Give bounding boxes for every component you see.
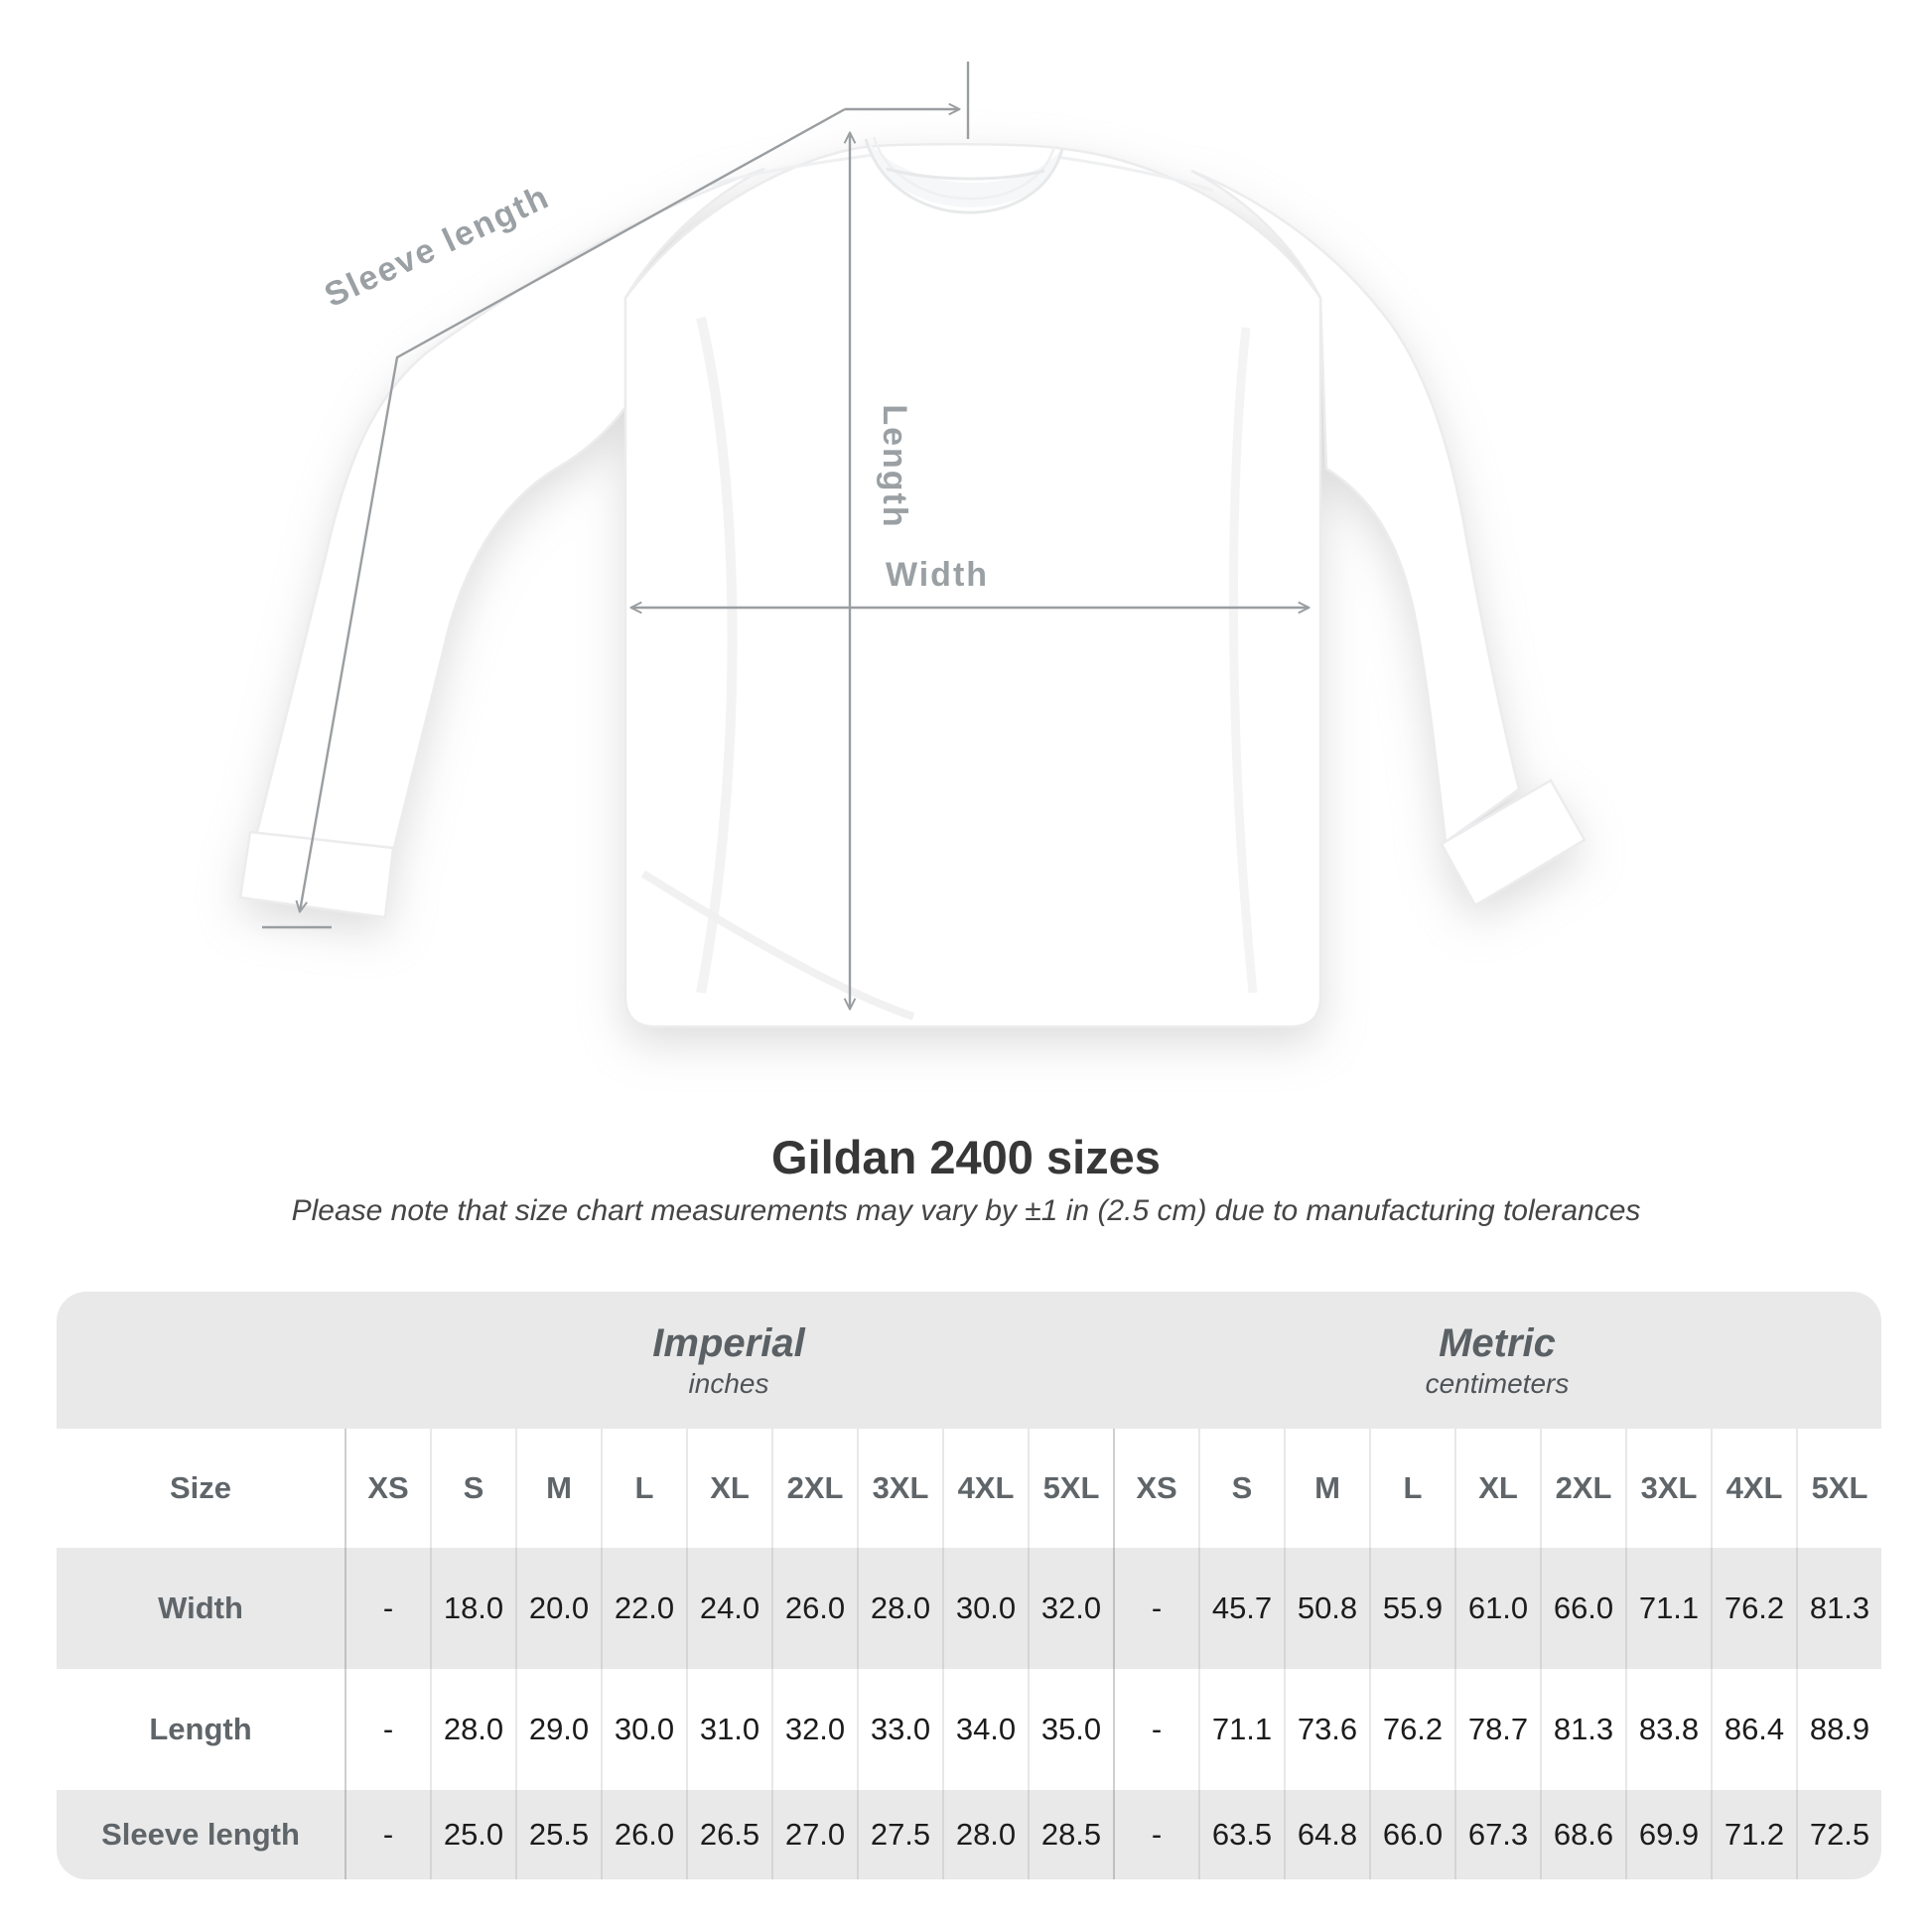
value-cell-imperial: 34.0 [942, 1669, 1028, 1790]
value-cell-metric: 63.5 [1198, 1790, 1284, 1879]
value-cell-metric: - [1113, 1548, 1198, 1669]
imperial-unit: inches [688, 1368, 769, 1399]
value-cell-imperial: 27.0 [771, 1790, 857, 1879]
imperial-title: Imperial [652, 1321, 805, 1365]
value-cell-imperial: 20.0 [515, 1548, 601, 1669]
band-spacer [57, 1292, 345, 1429]
metric-unit: centimeters [1425, 1368, 1570, 1399]
page-title: Gildan 2400 sizes [771, 1131, 1161, 1183]
value-cell-metric: 66.0 [1540, 1548, 1625, 1669]
value-cell-imperial: 32.0 [771, 1669, 857, 1790]
value-cell-imperial: 22.0 [601, 1548, 686, 1669]
value-cell-imperial: 18.0 [430, 1548, 515, 1669]
size-col-header-imperial: XL [686, 1429, 771, 1548]
value-cell-metric: 81.3 [1796, 1548, 1881, 1669]
value-cell-metric: 81.3 [1540, 1669, 1625, 1790]
size-chart-table [57, 1292, 1881, 1879]
value-cell-imperial: 26.0 [601, 1790, 686, 1879]
value-cell-imperial: 28.0 [857, 1548, 942, 1669]
metric-title: Metric [1439, 1321, 1556, 1365]
value-cell-metric: 72.5 [1796, 1790, 1881, 1879]
value-cell-imperial: 32.0 [1028, 1548, 1113, 1669]
value-cell-imperial: 31.0 [686, 1669, 771, 1790]
value-cell-imperial: - [345, 1548, 430, 1669]
value-cell-metric: 83.8 [1625, 1669, 1711, 1790]
size-col-header-metric: L [1369, 1429, 1454, 1548]
value-cell-imperial: 28.0 [942, 1790, 1028, 1879]
value-cell-imperial: 30.0 [942, 1548, 1028, 1669]
size-col-header-metric: XS [1113, 1429, 1198, 1548]
size-col-header-metric: 2XL [1540, 1429, 1625, 1548]
size-col-header-imperial: 5XL [1028, 1429, 1113, 1548]
value-cell-metric: 67.3 [1454, 1790, 1540, 1879]
row-label: Length [149, 1712, 252, 1746]
size-col-header-imperial: S [430, 1429, 515, 1548]
value-cell-metric: 88.9 [1796, 1669, 1881, 1790]
value-cell-imperial: 30.0 [601, 1669, 686, 1790]
size-col-header-metric: 4XL [1711, 1429, 1796, 1548]
metric-header [1113, 1292, 1881, 1429]
value-cell-imperial: - [345, 1790, 430, 1879]
value-cell-imperial: 26.5 [686, 1790, 771, 1879]
value-cell-metric: 50.8 [1284, 1548, 1369, 1669]
size-col-header-imperial: L [601, 1429, 686, 1548]
value-cell-metric: 64.8 [1284, 1790, 1369, 1879]
value-cell-imperial: 28.5 [1028, 1790, 1113, 1879]
size-col-header-metric: XL [1454, 1429, 1540, 1548]
value-cell-metric: 71.1 [1198, 1669, 1284, 1790]
size-col-header-metric: M [1284, 1429, 1369, 1548]
value-cell-metric: 76.2 [1711, 1548, 1796, 1669]
value-cell-metric: - [1113, 1669, 1198, 1790]
value-cell-imperial: 29.0 [515, 1669, 601, 1790]
size-col-header-imperial: M [515, 1429, 601, 1548]
value-cell-metric: 68.6 [1540, 1790, 1625, 1879]
value-cell-imperial: 27.5 [857, 1790, 942, 1879]
tolerance-note: Please note that size chart measurements may vary by ±1 in (2.5 cm) due to manufacturing tolerances [291, 1194, 1641, 1227]
value-cell-imperial: 25.5 [515, 1790, 601, 1879]
value-cell-metric: 61.0 [1454, 1548, 1540, 1669]
size-row-header: Size [169, 1470, 232, 1505]
value-cell-imperial: 25.0 [430, 1790, 515, 1879]
value-cell-imperial: 35.0 [1028, 1669, 1113, 1790]
value-cell-metric: 71.1 [1625, 1548, 1711, 1669]
size-col-header-imperial: XS [345, 1429, 430, 1548]
imperial-header [345, 1292, 1113, 1429]
value-cell-metric: 45.7 [1198, 1548, 1284, 1669]
value-cell-imperial: - [345, 1669, 430, 1790]
row-label: Width [57, 1548, 345, 1669]
value-cell-metric: 71.2 [1711, 1790, 1796, 1879]
value-cell-metric: 69.9 [1625, 1790, 1711, 1879]
size-col-header-imperial: 3XL [857, 1429, 942, 1548]
value-cell-metric: 78.7 [1454, 1669, 1540, 1790]
shirt-left-cuff [240, 832, 393, 917]
value-cell-imperial: 26.0 [771, 1548, 857, 1669]
value-cell-imperial: 33.0 [857, 1669, 942, 1790]
value-cell-imperial: 28.0 [430, 1669, 515, 1790]
length-label: Length [876, 404, 913, 529]
value-cell-metric: 73.6 [1284, 1669, 1369, 1790]
row-label: Sleeve length [57, 1790, 345, 1879]
value-cell-metric: 76.2 [1369, 1669, 1454, 1790]
value-cell-metric: - [1113, 1790, 1198, 1879]
size-col-header-metric: 3XL [1625, 1429, 1711, 1548]
unit-header-band [57, 1292, 1881, 1429]
value-cell-metric: 86.4 [1711, 1669, 1796, 1790]
value-cell-metric: 66.0 [1369, 1790, 1454, 1879]
size-col-header-imperial: 4XL [942, 1429, 1028, 1548]
size-col-header-metric: 5XL [1796, 1429, 1881, 1548]
value-cell-metric: 55.9 [1369, 1548, 1454, 1669]
measurements-grid [57, 1429, 1881, 1879]
size-col-header-metric: S [1198, 1429, 1284, 1548]
sleeve-length-label: Sleeve length [319, 177, 556, 316]
width-label: Width [885, 556, 990, 594]
size-col-header-imperial: 2XL [771, 1429, 857, 1548]
value-cell-imperial: 24.0 [686, 1548, 771, 1669]
